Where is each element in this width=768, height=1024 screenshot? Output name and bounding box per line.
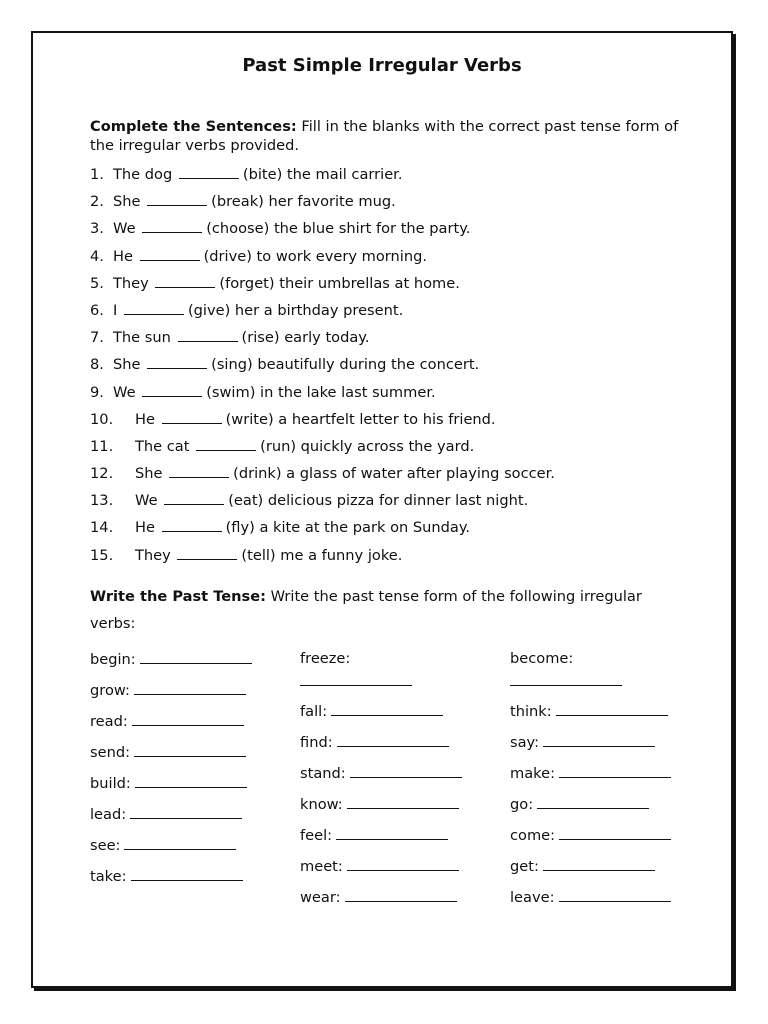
verb-row [300, 701, 462, 732]
sentence-subject: She [113, 193, 141, 211]
verb-label: read: [90, 713, 128, 730]
sentence-subject: The dog [113, 166, 173, 183]
answer-line[interactable] [543, 856, 655, 871]
answer-line[interactable] [559, 825, 671, 840]
sentence-item [90, 273, 555, 300]
sentence-rest: (tell) me a funny joke. [241, 546, 403, 564]
sentence-subject: I [113, 301, 118, 319]
verb-row [300, 825, 462, 856]
answer-blank[interactable] [162, 517, 222, 532]
verb-label: wear: [300, 889, 341, 906]
answer-line[interactable] [132, 711, 244, 726]
verb-label: stand: [300, 765, 346, 782]
sentence-item [90, 409, 555, 436]
sentence-number: 4. [90, 247, 104, 265]
verb-label: lead: [90, 806, 127, 823]
sentence-number: 9. [90, 383, 104, 401]
sentence-rest: (choose) the blue shirt for the party. [206, 220, 471, 238]
verb-label: get: [510, 858, 539, 875]
answer-line[interactable] [331, 701, 443, 716]
verb-label: know: [300, 796, 343, 813]
verb-label: fall: [300, 703, 328, 720]
verb-row [300, 856, 462, 887]
answer-line[interactable] [510, 671, 622, 686]
sentence-subject: He [135, 410, 155, 428]
sentence-number: 8. [90, 356, 104, 374]
sentence-rest: (give) her a birthday present. [187, 301, 404, 319]
verb-row [510, 887, 671, 918]
sentence-subject: We [113, 383, 136, 401]
sentence-rest: (bite) the mail carrier. [242, 166, 403, 183]
sentence-subject: We [135, 492, 158, 510]
verb-label: grow: [90, 682, 130, 699]
answer-line[interactable] [140, 649, 252, 664]
sentence-subject: The cat [135, 437, 190, 455]
sentence-rest: (drive) to work every morning. [203, 247, 428, 265]
verb-row [90, 649, 252, 680]
verb-row [90, 773, 252, 804]
answer-line[interactable] [336, 825, 448, 840]
section2-instruction: Write the past tense form of the following irregular verbs: [90, 588, 642, 632]
answer-blank[interactable] [177, 545, 237, 560]
answer-blank[interactable] [142, 218, 202, 233]
verb-label: feel: [300, 827, 333, 844]
sentence-item [90, 191, 555, 218]
sentence-number: 12. [90, 465, 114, 483]
verb-row [510, 794, 671, 825]
answer-blank[interactable] [179, 164, 239, 179]
verb-row [300, 887, 462, 918]
verb-label: become: [510, 650, 574, 667]
sentence-number: 13. [90, 492, 114, 510]
verb-label: come: [510, 827, 556, 844]
sentence-item [90, 246, 555, 273]
sentence-rest: (eat) delicious pizza for dinner last night. [228, 492, 529, 510]
answer-line[interactable] [124, 835, 236, 850]
sentence-subject: The sun [113, 329, 171, 347]
sentence-rest: (swim) in the lake last summer. [206, 383, 436, 401]
section1-intro [90, 117, 680, 155]
sentence-number: 3. [90, 220, 104, 238]
sentence-item [90, 517, 555, 544]
section1-heading: Complete the Sentences: [90, 118, 297, 135]
sentence-rest: (rise) early today. [241, 329, 370, 347]
sentence-subject: He [113, 247, 133, 265]
verb-column-2 [300, 649, 462, 918]
sentence-item [90, 545, 555, 572]
verb-label: build: [90, 775, 131, 792]
sentence-number: 2. [90, 193, 104, 211]
verb-row [300, 649, 462, 701]
sentence-number: 5. [90, 274, 104, 292]
sentence-item [90, 436, 555, 463]
answer-line[interactable] [134, 742, 246, 757]
answer-line[interactable] [556, 701, 668, 716]
worksheet-page [31, 31, 733, 988]
sentence-item [90, 382, 555, 409]
answer-line[interactable] [537, 794, 649, 809]
sentence-rest: (break) her favorite mug. [211, 193, 396, 211]
sentence-list [90, 164, 555, 572]
answer-blank[interactable] [196, 436, 256, 451]
sentence-number: 7. [90, 329, 104, 347]
sentence-subject: We [113, 220, 136, 238]
sentence-number: 6. [90, 301, 104, 319]
answer-line[interactable] [337, 732, 449, 747]
verb-label: freeze: [300, 650, 351, 667]
answer-line[interactable] [559, 763, 671, 778]
answer-line[interactable] [345, 887, 457, 902]
sentence-rest: (forget) their umbrellas at home. [219, 274, 460, 292]
sentence-number: 1. [90, 166, 104, 183]
verb-label: find: [300, 734, 333, 751]
answer-line[interactable] [130, 804, 242, 819]
verb-label: take: [90, 868, 127, 885]
sentence-subject: He [135, 519, 155, 537]
verb-column-3 [510, 649, 671, 918]
verb-row [510, 763, 671, 794]
answer-blank[interactable] [178, 327, 238, 342]
answer-line[interactable] [300, 671, 412, 686]
verb-row [90, 742, 252, 773]
verb-label: say: [510, 734, 540, 751]
verb-label: leave: [510, 889, 555, 906]
sentence-rest: (drink) a glass of water after playing soccer. [233, 465, 555, 483]
sentence-rest: (write) a heartfelt letter to his friend. [225, 410, 496, 428]
verb-label: see: [90, 837, 121, 854]
sentence-number: 14. [90, 519, 114, 537]
verb-row [300, 794, 462, 825]
verb-label: go: [510, 796, 534, 813]
page-title: Past Simple Irregular Verbs [242, 55, 522, 76]
sentence-item [90, 327, 555, 354]
answer-blank[interactable] [124, 300, 184, 315]
sentence-item [90, 490, 555, 517]
verb-row [300, 763, 462, 794]
section2-heading: Write the Past Tense: [90, 588, 266, 605]
answer-line[interactable] [350, 763, 462, 778]
verb-label: meet: [300, 858, 343, 875]
section2-intro [90, 583, 680, 637]
verb-row [90, 804, 252, 835]
answer-blank[interactable] [147, 191, 207, 206]
verb-row [510, 825, 671, 856]
answer-line[interactable] [559, 887, 671, 902]
verb-label: begin: [90, 651, 136, 668]
answer-blank[interactable] [140, 246, 200, 261]
answer-blank[interactable] [164, 490, 224, 505]
answer-line[interactable] [347, 856, 459, 871]
verb-row [90, 711, 252, 742]
verb-row [300, 732, 462, 763]
verb-label: make: [510, 765, 555, 782]
answer-blank[interactable] [155, 273, 215, 288]
verb-label: think: [510, 703, 552, 720]
sentence-subject: They [113, 274, 149, 292]
verb-row [90, 866, 252, 897]
answer-line[interactable] [131, 866, 243, 881]
sentence-item [90, 300, 555, 327]
verb-row [510, 856, 671, 887]
answer-blank[interactable] [142, 382, 202, 397]
verb-row [90, 680, 252, 711]
verb-row [90, 835, 252, 866]
sentence-number: 10. [90, 410, 114, 428]
sentence-number: 11. [90, 437, 114, 455]
verb-label: send: [90, 744, 131, 761]
verb-row [510, 701, 671, 732]
answer-line[interactable] [543, 732, 655, 747]
answer-blank[interactable] [162, 409, 222, 424]
answer-line[interactable] [347, 794, 459, 809]
sentence-rest: (run) quickly across the yard. [260, 437, 475, 455]
sentence-rest: (sing) beautifully during the concert. [211, 356, 480, 374]
sentence-subject: She [135, 465, 163, 483]
answer-line[interactable] [135, 773, 247, 788]
verb-row [510, 649, 671, 701]
sentence-subject: They [135, 546, 171, 564]
sentence-item [90, 463, 555, 490]
verb-row [510, 732, 671, 763]
sentence-subject: She [113, 356, 141, 374]
answer-blank[interactable] [169, 463, 229, 478]
verb-column-1 [90, 649, 252, 897]
answer-line[interactable] [134, 680, 246, 695]
section1-instruction: Fill in the blanks with the correct past tense form of the irregular verbs provided. [90, 118, 679, 154]
answer-blank[interactable] [147, 354, 207, 369]
sentence-item [90, 164, 555, 191]
sentence-item [90, 354, 555, 381]
sentence-rest: (fly) a kite at the park on Sunday. [225, 519, 471, 537]
sentence-item [90, 218, 555, 245]
sentence-number: 15. [90, 546, 114, 564]
